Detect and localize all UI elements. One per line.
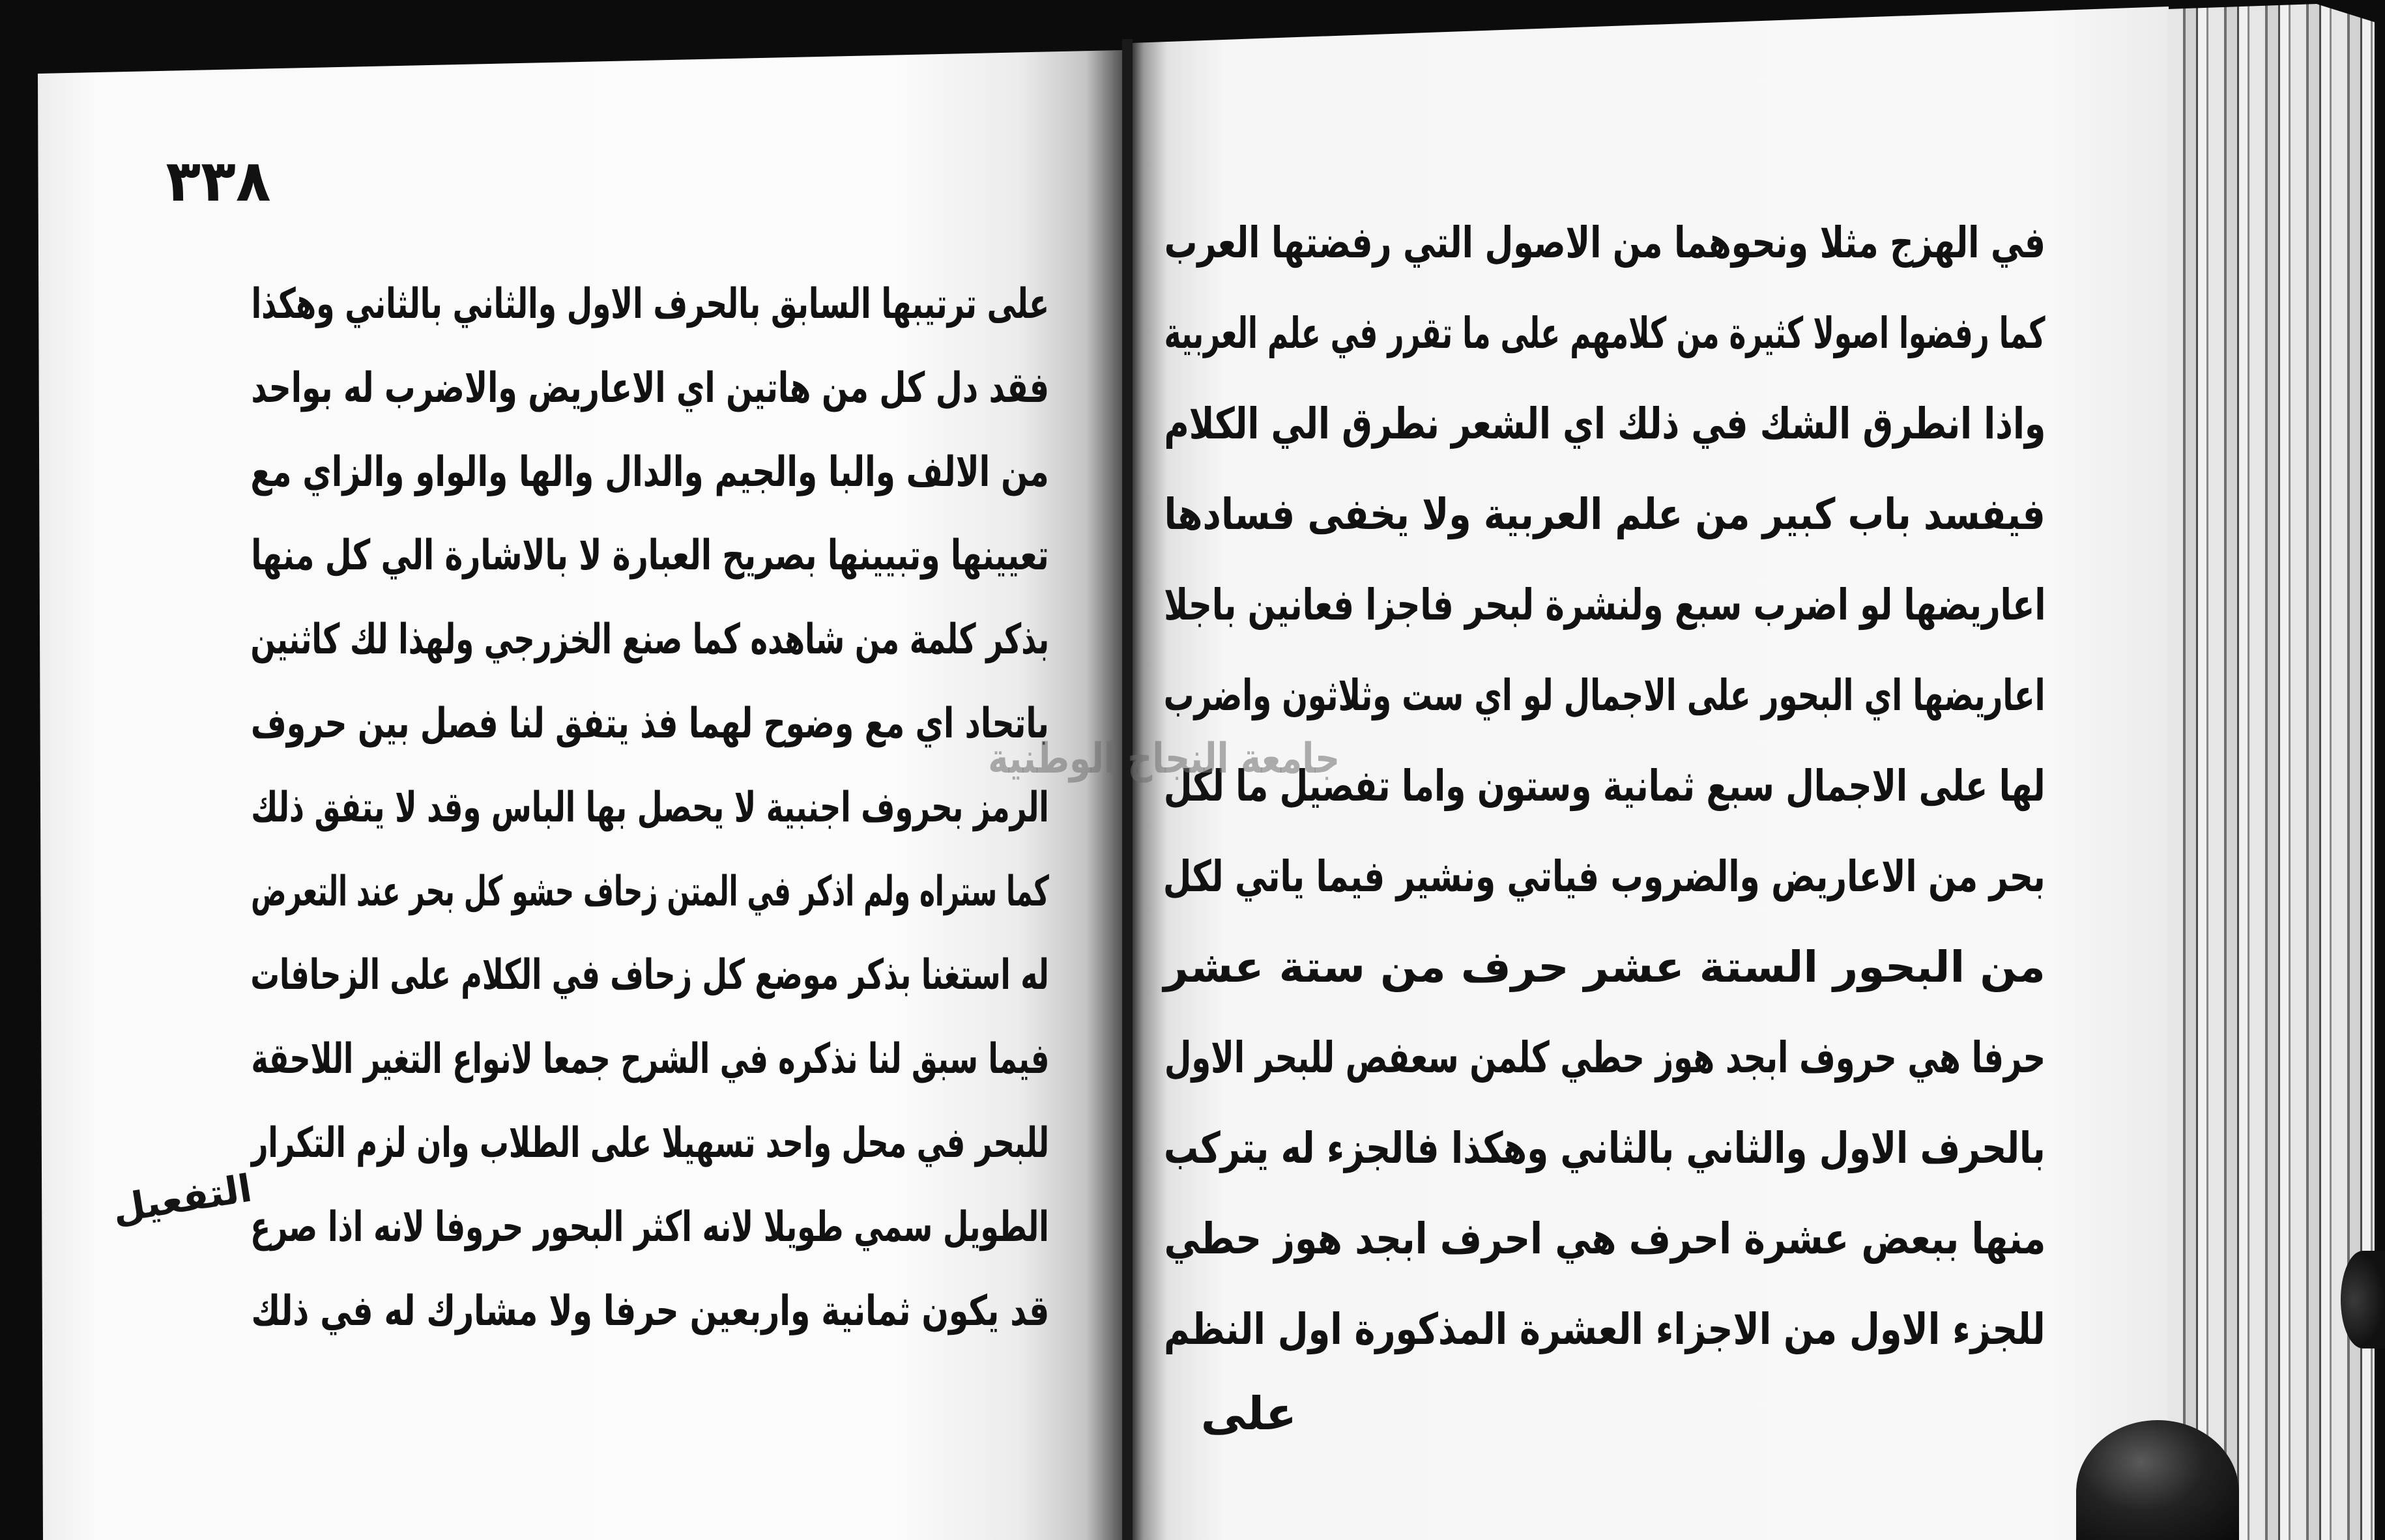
library-watermark (988, 723, 1340, 795)
right-page-line-9 (1164, 932, 2045, 1003)
line-text: بحر من الاعاريض والضروب فياتي ونشير فيما ياتي لكل (1163, 851, 2045, 902)
line-text: تعيينها وتبيينها بصريح العبارة لا بالاشارة الي كل منها (251, 532, 1049, 580)
left-page-line-3 (251, 436, 1049, 508)
right-page-line-10 (1164, 1022, 2045, 1094)
right-page-line-13 (1164, 1294, 2045, 1365)
right-page-line-3 (1164, 388, 2045, 460)
catchword: على (1200, 1387, 1297, 1440)
left-page-line-11 (251, 1107, 1049, 1179)
right-page-line-12 (1164, 1203, 2045, 1275)
line-text: فيما سبق لنا نذكره في الشرح جمعا لانواع التغير اللاحقة (251, 1035, 1049, 1084)
line-text: واذا انطرق الشك في ذلك اي الشعر نطرق الي الكلام (1163, 399, 2045, 449)
left-page-line-12 (251, 1191, 1049, 1263)
line-text: كما ستراه ولم اذكر في المتن زحاف حشو كل بحر عند التعرض (251, 867, 1049, 916)
left-page-line-13 (251, 1276, 1049, 1347)
line-text: من الالف والبا والجيم والدال والها والواو والزاي مع (250, 448, 1049, 496)
line-text: منها ببعض عشرة احرف هي احرف ابجد هوز حطي (1164, 1214, 2045, 1264)
line-text: لها على الاجمال سبع ثمانية وستون واما تفصيل ما لكل (1164, 761, 2045, 811)
line-text: للجزء الاول من الاجزاء العشرة المذكورة اول النظم (1164, 1304, 2045, 1354)
page-number: ٣٣٨ (166, 147, 271, 214)
line-text: حرفا هي حروف ابجد هوز حطي كلمن سعفص للبحر الاول (1164, 1033, 2045, 1083)
line-text: بالحرف الاول والثاني بالثاني وهكذا فالجزء له يتركب (1164, 1123, 2045, 1173)
right-page-line-8 (1164, 841, 2045, 913)
watermark-text: جامعة النجاح الوطنية (988, 735, 1340, 783)
line-text: على ترتيبها السابق بالحرف الاول والثاني بالثاني وهكذا (251, 280, 1049, 328)
line-text: الرمز بحروف اجنبية لا يحصل بها الباس وقد لا يتفق ذلك (251, 783, 1049, 832)
line-text: فقد دل كل من هاتين اي الاعاريض والاضرب له بواحد (251, 364, 1049, 412)
line-text: الطويل سمي طويلا لانه اكثر البحور حروفا لانه اذا صرع (250, 1203, 1049, 1251)
left-page-line-9 (251, 939, 1049, 1011)
right-page-line-11 (1164, 1113, 2045, 1184)
holding-finger (2341, 1251, 2385, 1348)
line-text: من البحور الستة عشر حرف من ستة عشر (1163, 942, 2045, 992)
right-page-line-2 (1164, 298, 2045, 369)
right-page-line-4 (1164, 479, 2045, 550)
line-text: باتحاد اي مع وضوح لهما فذ يتفق لنا فصل بين حروف (251, 700, 1049, 748)
line-text: فيفسد باب كبير من علم العربية ولا يخفى فسادها (1164, 489, 2045, 539)
line-text: قد يكون ثمانية واربعين حرفا ولا مشارك له في ذلك (251, 1287, 1049, 1335)
line-text: في الهزج مثلا ونحوهما من الاصول التي رفضتها العرب (1164, 218, 2045, 268)
line-text: له استغنا بذكر موضع كل زحاف في الكلام على الزحافات (250, 951, 1049, 1000)
line-text: اعاريضها اي البحور على الاجمال لو اي ست وثلاثون واضرب (1164, 670, 2045, 720)
line-text: للبحر في محل واحد تسهيلا على الطلاب وان لزم التكرار (251, 1119, 1049, 1167)
right-page-line-1 (1164, 207, 2045, 279)
line-text: كما رفضوا اصولا كثيرة من كلامهم على ما تقرر في علم العربية (1164, 308, 2045, 358)
line-text: بذكر كلمة من شاهده كما صنع الخزرجي ولهذا لك كاثنين (250, 616, 1049, 664)
right-page-line-5 (1164, 569, 2045, 641)
margin-note: التفعيل (109, 1165, 255, 1232)
line-text: اعاريضها لو اضرب سبع ولنشرة لبحر فاجزا فعانين باجلا (1163, 580, 2045, 630)
right-page-line-6 (1164, 660, 2045, 732)
